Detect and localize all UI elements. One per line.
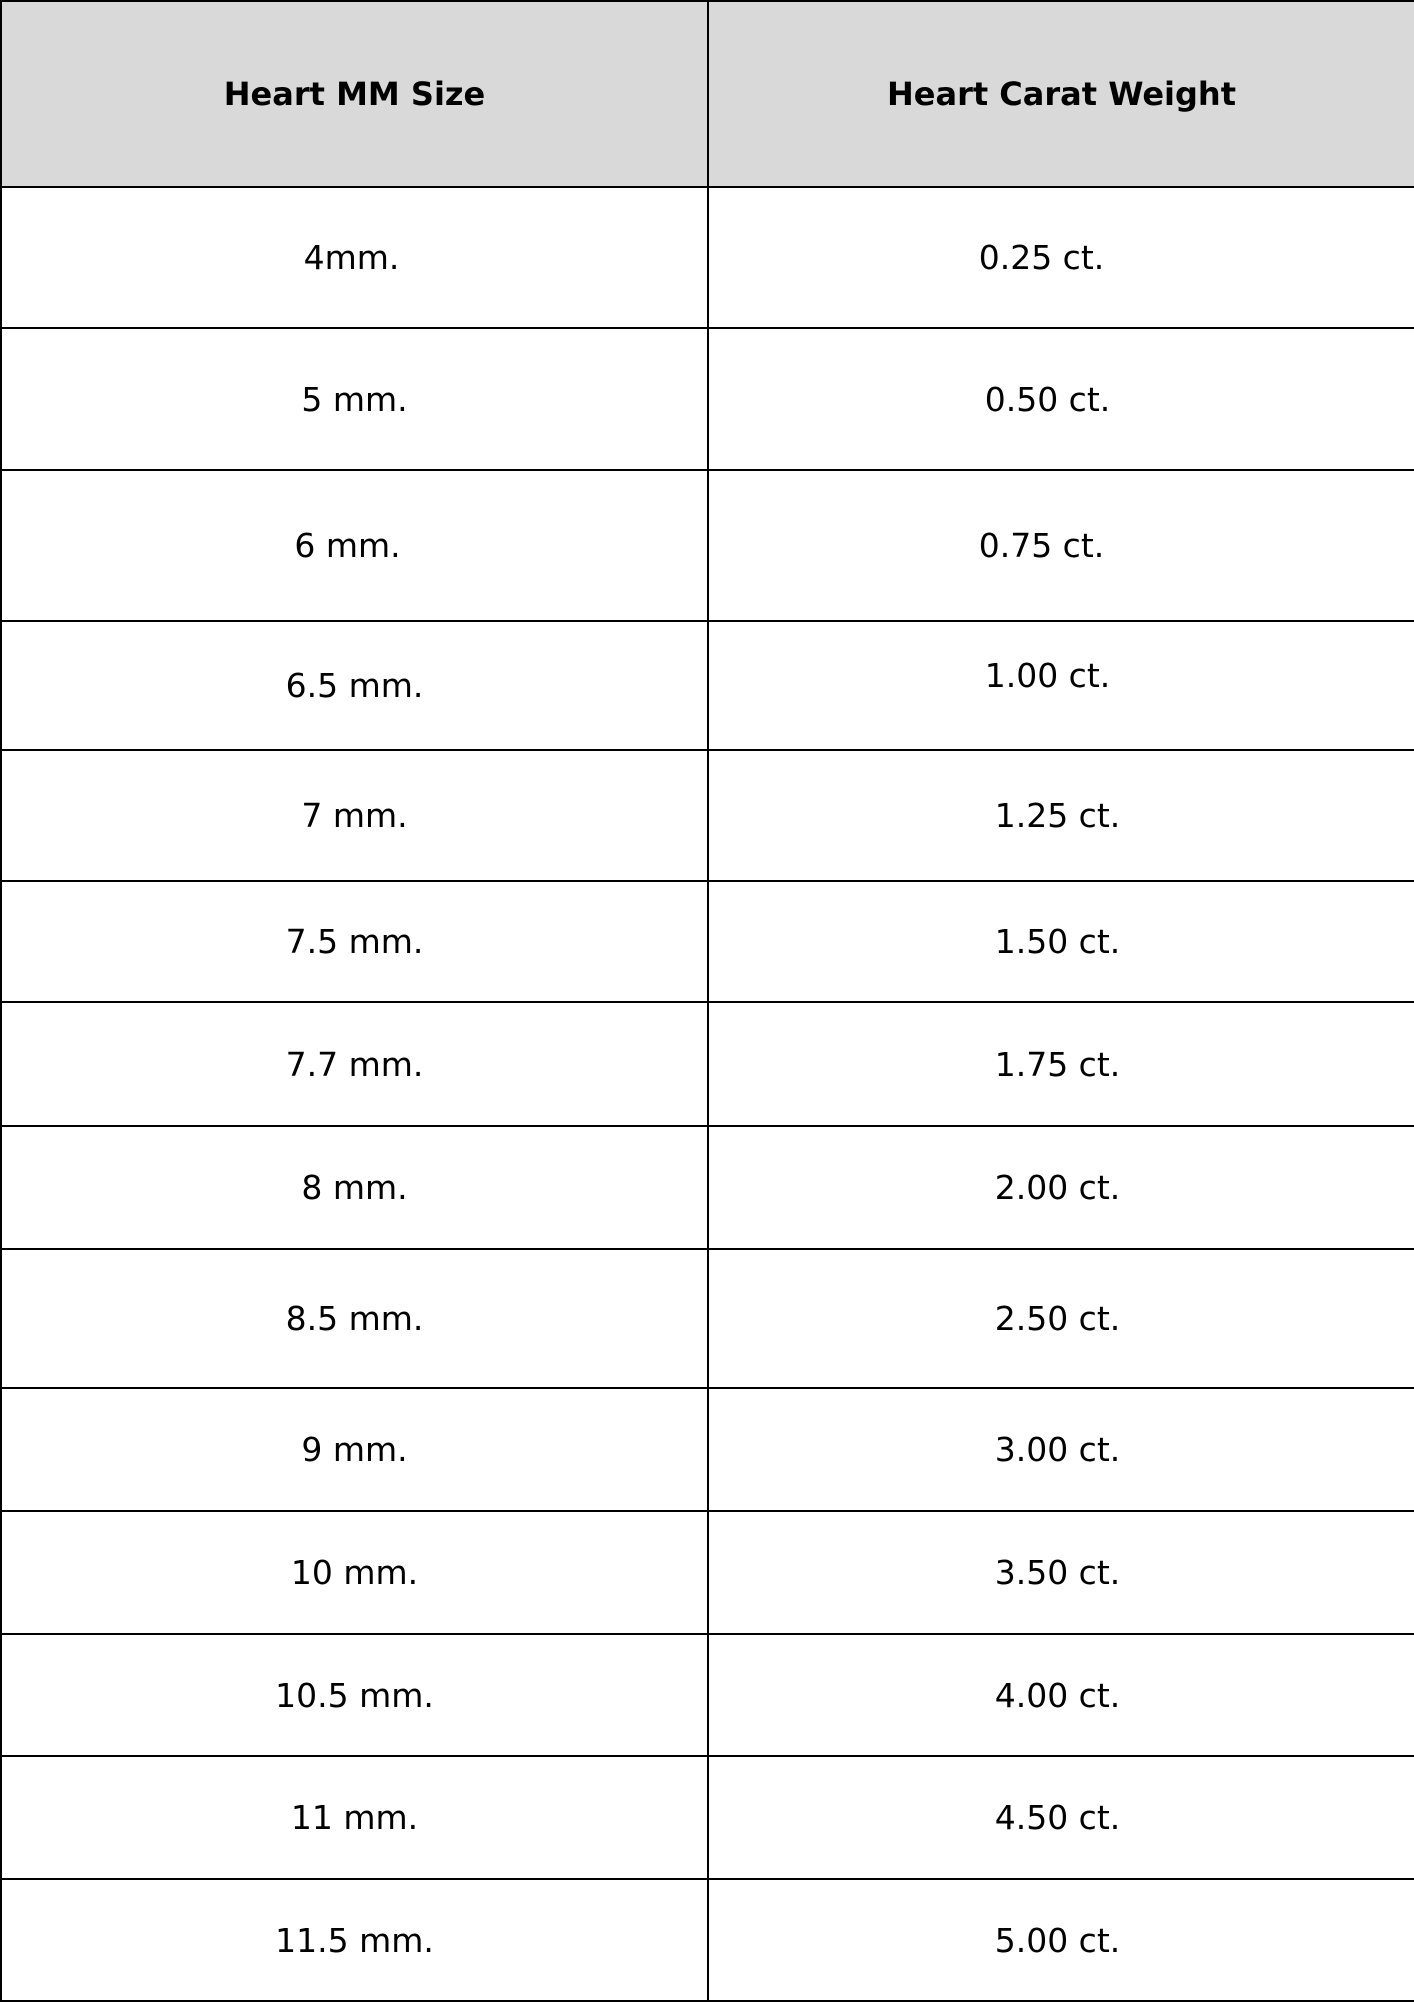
cell-mm-size [1, 187, 708, 328]
cell-carat-weight [708, 1511, 1414, 1634]
table-row [1, 750, 1414, 881]
table-row [1, 328, 1414, 470]
cell-mm-size [1, 328, 708, 470]
cell-mm-size [1, 1511, 708, 1634]
mm-size-value: 8 mm. [301, 1168, 408, 1207]
mm-size-value: 8.5 mm. [285, 1299, 424, 1338]
cell-carat-weight [708, 1388, 1414, 1511]
mm-size-value: 10 mm. [290, 1553, 419, 1592]
table-row [1, 1511, 1414, 1634]
carat-weight-value: 0.50 ct. [984, 379, 1111, 419]
cell-carat-weight [708, 1002, 1414, 1126]
cell-carat-weight [708, 1126, 1414, 1249]
table-row [1, 1388, 1414, 1511]
cell-mm-size [1, 1879, 708, 2001]
cell-mm-size [1, 1249, 708, 1388]
mm-size-value: 10.5 mm. [275, 1675, 434, 1715]
cell-mm-size [1, 881, 708, 1002]
mm-size-value: 11 mm. [290, 1798, 419, 1837]
carat-weight-value: 2.50 ct. [994, 1299, 1121, 1338]
cell-carat-weight [708, 1634, 1414, 1756]
table-row [1, 1756, 1414, 1879]
cell-carat-weight [708, 470, 1414, 621]
table-row [1, 1634, 1414, 1756]
header-carat-weight [708, 1, 1414, 187]
cell-carat-weight [708, 1249, 1414, 1388]
table-row [1, 1126, 1414, 1249]
carat-weight-value: 5.00 ct. [994, 1920, 1121, 1960]
mm-size-value: 5 mm. [301, 379, 408, 419]
carat-weight-value: 4.50 ct. [994, 1798, 1121, 1837]
mm-size-value: 6 mm. [294, 526, 401, 565]
carat-weight-value: 1.25 ct. [994, 796, 1121, 835]
cell-mm-size [1, 1388, 708, 1511]
carat-weight-value: 3.50 ct. [994, 1553, 1121, 1592]
carat-weight-value: 0.75 ct. [978, 526, 1105, 565]
table-row [1, 187, 1414, 328]
table-row [1, 1249, 1414, 1388]
header-mm-size-label: Heart MM Size [223, 75, 486, 113]
carat-weight-value: 1.75 ct. [994, 1044, 1121, 1084]
header-mm-size [1, 1, 708, 187]
cell-mm-size [1, 1756, 708, 1879]
carat-weight-value: 3.00 ct. [994, 1430, 1121, 1469]
mm-size-value: 11.5 mm. [275, 1920, 434, 1960]
table-row [1, 1002, 1414, 1126]
cell-mm-size [1, 750, 708, 881]
table-header [1, 1, 1414, 187]
carat-weight-value: 0.25 ct. [978, 238, 1105, 277]
carat-weight-value: 1.50 ct. [994, 922, 1121, 961]
table-row [1, 1879, 1414, 2001]
mm-size-value: 7.7 mm. [285, 1044, 424, 1084]
cell-carat-weight [708, 1879, 1414, 2001]
cell-carat-weight [708, 750, 1414, 881]
carat-weight-value: 1.00 ct. [984, 656, 1111, 695]
table-row [1, 881, 1414, 1002]
cell-mm-size [1, 1634, 708, 1756]
cell-mm-size [1, 621, 708, 750]
mm-size-value: 4mm. [303, 238, 400, 277]
table-row [1, 621, 1414, 750]
cell-mm-size [1, 1126, 708, 1249]
cell-carat-weight [708, 1756, 1414, 1879]
mm-size-value: 6.5 mm. [285, 666, 424, 705]
cell-mm-size [1, 1002, 708, 1126]
mm-size-value: 7.5 mm. [285, 922, 424, 961]
header-row [1, 1, 1414, 187]
cell-carat-weight [708, 328, 1414, 470]
carat-weight-value: 2.00 ct. [994, 1168, 1121, 1207]
cell-carat-weight [708, 881, 1414, 1002]
table-row [1, 470, 1414, 621]
table-body [1, 187, 1414, 2001]
cell-carat-weight [708, 621, 1414, 750]
header-carat-weight-label: Heart Carat Weight [887, 75, 1236, 113]
mm-size-value: 7 mm. [301, 796, 408, 835]
cell-carat-weight [708, 187, 1414, 328]
mm-size-value: 9 mm. [301, 1430, 408, 1469]
cell-mm-size [1, 470, 708, 621]
carat-weight-value: 4.00 ct. [994, 1675, 1121, 1715]
